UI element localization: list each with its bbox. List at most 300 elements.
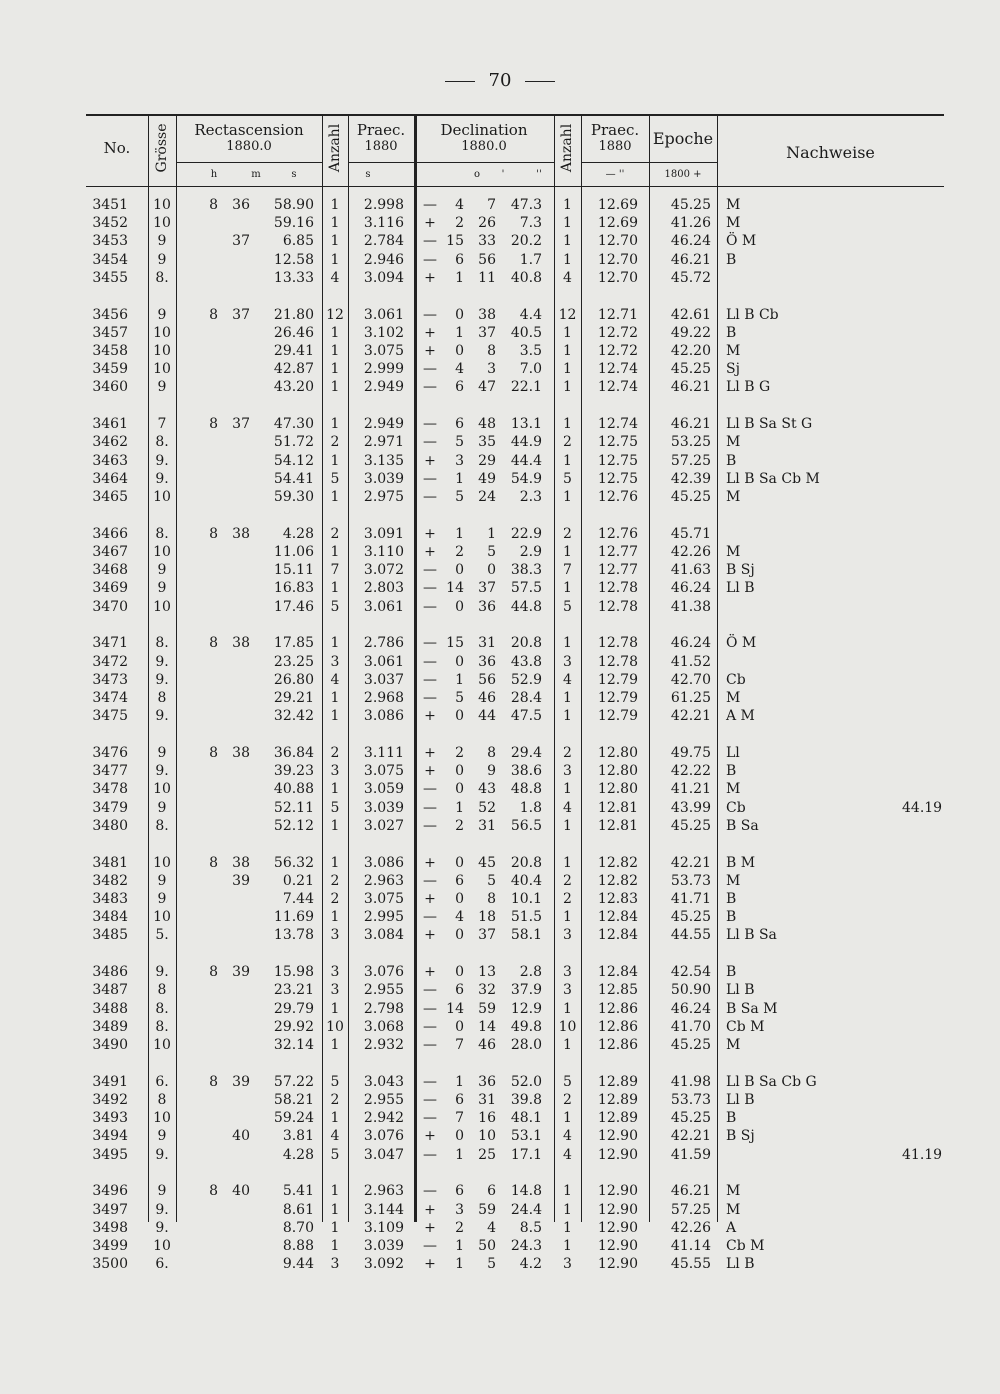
cell-references: Cb M <box>726 1018 765 1035</box>
cell-ra-seconds: 9.44 <box>282 1256 314 1273</box>
cell-star-number: 3457 <box>92 324 128 341</box>
cell-decl-precession: 12.90 <box>597 1256 638 1273</box>
cell-magnitude: 10 <box>153 324 171 341</box>
cell-decl-seconds: 4.2 <box>519 1256 542 1273</box>
cell-ra-count: 3 <box>330 763 340 780</box>
cell-magnitude: 9 <box>157 872 167 889</box>
cell-decl-seconds: 1.8 <box>519 799 542 816</box>
header-ra-unit-s: s <box>291 169 297 180</box>
cell-decl-minutes: 59 <box>478 1201 496 1218</box>
cell-decl-sign: — <box>423 1238 437 1254</box>
margin-note: 41.19 <box>902 1146 943 1163</box>
cell-decl-sign: — <box>423 470 437 487</box>
cell-magnitude: 10 <box>153 544 171 560</box>
cell-decl-minutes: 33 <box>478 233 496 250</box>
cell-ra-precession: 3.091 <box>363 525 404 542</box>
header-ra-title: Rectascension <box>194 121 304 139</box>
cell-references: Cb <box>726 799 746 816</box>
cell-decl-minutes: 29 <box>478 452 496 469</box>
cell-ra-count: 1 <box>330 708 340 725</box>
cell-decl-seconds: 58.1 <box>510 927 542 944</box>
cell-ra-precession: 3.094 <box>363 269 404 286</box>
cell-decl-precession: 12.90 <box>597 1183 638 1200</box>
cell-magnitude: 9 <box>157 580 167 597</box>
cell-ra-minutes: 39 <box>232 1073 250 1090</box>
cell-ra-count: 10 <box>326 1018 344 1035</box>
cell-star-number: 3465 <box>92 489 128 505</box>
cell-decl-sign: — <box>423 251 437 268</box>
cell-decl-degrees: 0 <box>455 854 464 871</box>
cell-decl-seconds: 14.8 <box>510 1183 542 1200</box>
cell-decl-sign: — <box>423 562 437 579</box>
table-row <box>86 707 944 725</box>
cell-decl-sign: + <box>424 763 436 780</box>
cell-star-number: 3454 <box>92 251 128 268</box>
cell-decl-count: 3 <box>563 964 572 981</box>
cell-decl-count: 3 <box>563 982 572 999</box>
cell-star-number: 3489 <box>92 1018 128 1035</box>
cell-ra-hours: 8 <box>209 1073 218 1090</box>
cell-decl-minutes: 49 <box>478 470 496 487</box>
table-row <box>86 378 944 396</box>
table-row <box>86 196 944 214</box>
cell-magnitude: 9 <box>157 306 167 323</box>
cell-epoch: 42.26 <box>670 544 711 560</box>
cell-ra-precession: 3.076 <box>363 1128 404 1145</box>
cell-decl-precession: 12.77 <box>597 562 638 579</box>
cell-epoch: 43.99 <box>670 799 711 816</box>
cell-decl-minutes: 31 <box>478 635 496 652</box>
cell-magnitude: 5. <box>155 927 169 944</box>
cell-decl-seconds: 2.3 <box>519 489 542 505</box>
cell-decl-sign: — <box>423 653 437 670</box>
cell-decl-sign: — <box>423 416 437 433</box>
cell-epoch: 46.24 <box>670 580 711 597</box>
table-row <box>86 1036 944 1054</box>
cell-star-number: 3477 <box>92 763 128 780</box>
cell-ra-seconds: 8.70 <box>282 1219 314 1236</box>
cell-decl-count: 4 <box>563 1128 572 1145</box>
cell-ra-precession: 2.975 <box>363 489 404 505</box>
cell-star-number: 3471 <box>92 635 128 652</box>
cell-magnitude: 9 <box>157 891 167 907</box>
cell-ra-seconds: 7.44 <box>282 891 314 907</box>
cell-epoch: 45.25 <box>670 909 711 926</box>
cell-decl-degrees: 6 <box>455 982 464 999</box>
cell-decl-seconds: 4.4 <box>519 306 542 323</box>
cell-ra-precession: 3.086 <box>363 708 404 725</box>
cell-decl-count: 1 <box>563 580 572 597</box>
cell-ra-count: 1 <box>330 197 340 213</box>
cell-ra-count: 3 <box>330 927 340 944</box>
cell-decl-precession: 12.70 <box>597 233 638 250</box>
table-row <box>86 653 944 671</box>
cell-ra-count: 12 <box>326 306 344 323</box>
cell-ra-seconds: 52.12 <box>273 817 314 834</box>
cell-decl-precession: 12.80 <box>597 745 638 761</box>
cell-star-number: 3499 <box>92 1238 128 1254</box>
cell-ra-count: 2 <box>330 525 340 542</box>
cell-decl-degrees: 0 <box>455 653 464 670</box>
cell-ra-precession: 2.963 <box>363 1183 404 1200</box>
cell-decl-minutes: 44 <box>478 708 496 725</box>
cell-decl-sign: + <box>424 1256 436 1273</box>
cell-references: Ll B Sa Cb G <box>726 1073 817 1090</box>
header-ra-epoch: 1880.0 <box>226 139 272 154</box>
cell-decl-degrees: 15 <box>446 635 464 652</box>
table-row <box>86 1073 944 1091</box>
cell-star-number: 3483 <box>92 891 128 907</box>
header-decl-unit-min: ' <box>501 169 505 180</box>
cell-ra-count: 1 <box>330 233 340 250</box>
cell-ra-precession: 3.076 <box>363 964 404 981</box>
cell-epoch: 45.25 <box>670 361 711 378</box>
cell-ra-seconds: 26.80 <box>273 671 314 688</box>
cell-decl-minutes: 14 <box>478 1018 496 1035</box>
cell-epoch: 45.25 <box>670 817 711 834</box>
cell-decl-sign: + <box>424 1219 436 1236</box>
cell-ra-hours: 8 <box>209 964 218 981</box>
cell-decl-sign: + <box>424 525 436 542</box>
cell-star-number: 3496 <box>92 1183 128 1200</box>
cell-magnitude: 9 <box>157 251 167 268</box>
cell-decl-count: 1 <box>563 1219 572 1236</box>
cell-decl-sign: + <box>424 1128 436 1145</box>
cell-references: M <box>726 544 741 560</box>
cell-magnitude: 10 <box>153 1110 171 1127</box>
cell-decl-count: 1 <box>563 251 572 268</box>
cell-references: Ll B G <box>726 379 771 396</box>
cell-magnitude: 10 <box>153 343 171 359</box>
cell-epoch: 49.75 <box>670 745 711 761</box>
cell-decl-degrees: 5 <box>455 690 464 706</box>
cell-decl-sign: — <box>423 1146 437 1163</box>
cell-ra-count: 1 <box>330 544 340 560</box>
cell-epoch: 50.90 <box>670 982 711 999</box>
cell-magnitude: 7 <box>157 416 167 433</box>
cell-decl-minutes: 3 <box>487 361 496 378</box>
cell-epoch: 41.38 <box>670 598 711 615</box>
cell-decl-seconds: 44.9 <box>510 434 542 451</box>
cell-magnitude: 9. <box>155 1201 169 1218</box>
cell-decl-degrees: 2 <box>455 1219 464 1236</box>
cell-ra-seconds: 8.88 <box>282 1238 314 1254</box>
cell-decl-minutes: 52 <box>478 799 496 816</box>
cell-decl-sign: + <box>424 891 436 907</box>
cell-ra-count: 1 <box>330 817 340 834</box>
cell-star-number: 3466 <box>92 525 128 542</box>
table-row <box>86 433 944 451</box>
cell-ra-minutes: 38 <box>232 745 250 761</box>
cell-decl-sign: — <box>423 233 437 250</box>
cell-epoch: 41.98 <box>670 1073 711 1090</box>
cell-star-number: 3497 <box>92 1201 128 1218</box>
cell-ra-seconds: 51.72 <box>273 434 314 451</box>
header-anzahl-ra: Anzahl <box>327 123 343 173</box>
cell-ra-count: 1 <box>330 1238 340 1254</box>
cell-ra-count: 1 <box>330 489 340 505</box>
margin-note: 44.19 <box>902 799 943 816</box>
cell-decl-degrees: 0 <box>455 562 464 579</box>
cell-ra-seconds: 15.98 <box>273 964 314 981</box>
cell-ra-count: 3 <box>330 1256 340 1273</box>
cell-ra-hours: 8 <box>209 197 218 213</box>
cell-decl-seconds: 2.8 <box>519 964 542 981</box>
cell-ra-count: 1 <box>330 343 340 359</box>
cell-decl-precession: 12.78 <box>597 635 638 652</box>
table-row <box>86 1182 944 1200</box>
cell-decl-precession: 12.78 <box>597 598 638 615</box>
cell-decl-degrees: 0 <box>455 891 464 907</box>
cell-decl-minutes: 5 <box>487 872 496 889</box>
cell-star-number: 3455 <box>92 269 128 286</box>
cell-ra-minutes: 38 <box>232 635 250 652</box>
cell-decl-degrees: 3 <box>455 452 464 469</box>
cell-magnitude: 10 <box>153 854 171 871</box>
cell-ra-minutes: 37 <box>232 233 250 250</box>
cell-decl-degrees: 2 <box>455 817 464 834</box>
cell-decl-sign: — <box>423 690 437 706</box>
table-row <box>86 543 944 561</box>
cell-ra-count: 1 <box>330 1037 340 1053</box>
cell-decl-degrees: 0 <box>455 964 464 981</box>
cell-magnitude: 9. <box>155 964 169 981</box>
cell-decl-count: 2 <box>563 525 572 542</box>
cell-decl-minutes: 37 <box>478 324 496 341</box>
cell-decl-minutes: 8 <box>487 343 496 359</box>
cell-decl-degrees: 6 <box>455 251 464 268</box>
cell-magnitude: 9. <box>155 470 169 487</box>
cell-ra-count: 4 <box>330 671 340 688</box>
cell-decl-seconds: 56.5 <box>510 817 542 834</box>
header-epoche-base: 1800 + <box>664 169 702 180</box>
cell-epoch: 41.71 <box>670 891 711 907</box>
cell-decl-seconds: 28.4 <box>510 690 542 706</box>
cell-epoch: 41.63 <box>670 562 711 579</box>
cell-epoch: 57.25 <box>670 1201 711 1218</box>
cell-star-number: 3451 <box>92 197 128 213</box>
cell-decl-count: 3 <box>563 763 572 780</box>
cell-decl-degrees: 1 <box>455 799 464 816</box>
cell-decl-precession: 12.75 <box>597 434 638 451</box>
cell-ra-count: 1 <box>330 580 340 597</box>
cell-ra-seconds: 13.33 <box>273 269 314 286</box>
cell-decl-seconds: 7.0 <box>519 361 542 378</box>
table-row <box>86 799 944 817</box>
cell-ra-precession: 2.942 <box>363 1110 404 1127</box>
cell-ra-precession: 2.955 <box>363 1092 404 1108</box>
cell-epoch: 45.72 <box>670 269 711 286</box>
cell-references: Ll B <box>726 1092 755 1108</box>
cell-decl-sign: + <box>424 544 436 560</box>
cell-ra-precession: 3.039 <box>363 799 404 816</box>
cell-magnitude: 10 <box>153 197 171 213</box>
cell-decl-precession: 12.90 <box>597 1128 638 1145</box>
cell-decl-minutes: 35 <box>478 434 496 451</box>
cell-decl-precession: 12.77 <box>597 544 638 560</box>
cell-epoch: 53.73 <box>670 872 711 889</box>
table-row <box>86 324 944 342</box>
cell-references: M <box>726 1183 741 1200</box>
cell-decl-degrees: 1 <box>455 671 464 688</box>
cell-epoch: 46.24 <box>670 233 711 250</box>
cell-epoch: 41.59 <box>670 1146 711 1163</box>
cell-decl-seconds: 8.5 <box>519 1219 542 1236</box>
cell-decl-precession: 12.90 <box>597 1146 638 1163</box>
cell-decl-count: 2 <box>563 891 572 907</box>
cell-magnitude: 8. <box>155 1000 169 1017</box>
cell-ra-seconds: 29.41 <box>273 343 314 359</box>
cell-decl-sign: — <box>423 197 437 213</box>
cell-ra-seconds: 42.87 <box>273 361 314 378</box>
cell-decl-precession: 12.89 <box>597 1110 638 1127</box>
cell-star-number: 3458 <box>92 343 128 359</box>
header-epoche: Epoche <box>652 129 714 148</box>
cell-ra-precession: 2.946 <box>363 251 404 268</box>
cell-references: A M <box>726 708 755 725</box>
cell-decl-count: 1 <box>563 1183 572 1200</box>
cell-star-number: 3490 <box>92 1037 128 1053</box>
header-ra-unit-m: m <box>251 169 261 180</box>
cell-ra-count: 5 <box>330 470 340 487</box>
cell-epoch: 46.21 <box>670 1183 711 1200</box>
cell-ra-precession: 3.039 <box>363 1238 404 1254</box>
cell-ra-seconds: 40.88 <box>273 781 314 798</box>
cell-references: B Sa <box>726 817 759 834</box>
cell-star-number: 3476 <box>92 745 128 761</box>
cell-epoch: 41.21 <box>670 781 711 798</box>
cell-decl-precession: 12.74 <box>597 379 638 396</box>
cell-decl-count: 1 <box>563 416 572 433</box>
cell-epoch: 45.25 <box>670 1110 711 1127</box>
cell-ra-precession: 3.072 <box>363 562 404 579</box>
cell-decl-degrees: 7 <box>455 1037 464 1053</box>
cell-ra-minutes: 40 <box>232 1128 250 1145</box>
cell-decl-count: 1 <box>563 544 572 560</box>
cell-epoch: 41.70 <box>670 1018 711 1035</box>
cell-decl-sign: — <box>423 799 437 816</box>
cell-ra-minutes: 39 <box>232 964 250 981</box>
cell-star-number: 3459 <box>92 361 128 378</box>
cell-ra-seconds: 59.16 <box>273 215 314 232</box>
cell-decl-degrees: 3 <box>455 1201 464 1218</box>
cell-ra-seconds: 17.46 <box>273 598 314 615</box>
table-row <box>86 762 944 780</box>
cell-decl-minutes: 16 <box>478 1110 496 1127</box>
cell-ra-precession: 2.999 <box>363 361 404 378</box>
cell-decl-degrees: 6 <box>455 1183 464 1200</box>
cell-star-number: 3462 <box>92 434 128 451</box>
cell-decl-seconds: 13.1 <box>510 416 542 433</box>
cell-ra-precession: 3.027 <box>363 817 404 834</box>
cell-decl-minutes: 43 <box>478 781 496 798</box>
cell-decl-degrees: 2 <box>455 215 464 232</box>
cell-references: B <box>726 909 737 926</box>
cell-ra-count: 1 <box>330 1183 340 1200</box>
cell-ra-count: 7 <box>330 562 340 579</box>
cell-decl-degrees: 1 <box>455 269 464 286</box>
cell-decl-degrees: 1 <box>455 324 464 341</box>
cell-star-number: 3498 <box>92 1219 128 1236</box>
cell-ra-seconds: 15.11 <box>273 562 314 579</box>
cell-ra-precession: 2.798 <box>363 1000 404 1017</box>
cell-decl-count: 2 <box>563 434 572 451</box>
cell-ra-count: 5 <box>330 1073 340 1090</box>
cell-ra-precession: 3.111 <box>363 745 404 761</box>
cell-decl-count: 1 <box>563 215 572 232</box>
cell-references: Ll B Sa <box>726 927 777 944</box>
cell-epoch: 42.21 <box>670 1128 711 1145</box>
cell-magnitude: 10 <box>153 1037 171 1053</box>
cell-decl-seconds: 47.3 <box>510 197 542 213</box>
table-row <box>86 780 944 798</box>
cell-decl-minutes: 48 <box>478 416 496 433</box>
cell-ra-seconds: 11.06 <box>273 544 314 560</box>
cell-decl-degrees: 2 <box>455 544 464 560</box>
cell-star-number: 3484 <box>92 909 128 926</box>
cell-magnitude: 8 <box>157 982 167 999</box>
cell-epoch: 41.14 <box>670 1238 711 1254</box>
table-row <box>86 579 944 597</box>
cell-decl-precession: 12.74 <box>597 416 638 433</box>
cell-decl-seconds: 24.4 <box>510 1201 542 1218</box>
cell-star-number: 3460 <box>92 379 128 396</box>
cell-decl-minutes: 25 <box>478 1146 496 1163</box>
cell-epoch: 46.21 <box>670 416 711 433</box>
table-row <box>86 251 944 269</box>
cell-epoch: 42.21 <box>670 708 711 725</box>
cell-ra-count: 1 <box>330 361 340 378</box>
cell-star-number: 3461 <box>92 416 128 433</box>
table-row <box>86 561 944 579</box>
cell-decl-count: 1 <box>563 1037 572 1053</box>
cell-ra-precession: 2.955 <box>363 982 404 999</box>
cell-epoch: 49.22 <box>670 324 711 341</box>
cell-decl-precession: 12.79 <box>597 708 638 725</box>
cell-decl-precession: 12.72 <box>597 343 638 359</box>
cell-ra-count: 3 <box>330 982 340 999</box>
cell-ra-hours: 8 <box>209 416 218 433</box>
cell-references: A <box>726 1219 737 1236</box>
cell-decl-count: 1 <box>563 343 572 359</box>
cell-references: M <box>726 1201 741 1218</box>
cell-ra-precession: 3.059 <box>363 781 404 798</box>
cell-magnitude: 9. <box>155 452 169 469</box>
cell-references: B <box>726 891 737 907</box>
cell-decl-precession: 12.72 <box>597 324 638 341</box>
cell-decl-sign: — <box>423 635 437 652</box>
cell-star-number: 3467 <box>92 544 128 560</box>
cell-decl-count: 1 <box>563 909 572 926</box>
cell-decl-sign: + <box>424 269 436 286</box>
cell-star-number: 3470 <box>92 598 128 615</box>
cell-ra-precession: 3.102 <box>363 324 404 341</box>
cell-ra-seconds: 0.21 <box>282 872 314 889</box>
cell-references: B Sa M <box>726 1000 778 1017</box>
cell-decl-minutes: 31 <box>478 1092 496 1108</box>
cell-decl-seconds: 40.8 <box>510 269 542 286</box>
cell-decl-minutes: 36 <box>478 653 496 670</box>
table-row <box>86 689 944 707</box>
cell-epoch: 45.25 <box>670 197 711 213</box>
cell-ra-precession: 3.068 <box>363 1018 404 1035</box>
cell-ra-count: 1 <box>330 781 340 798</box>
cell-decl-count: 1 <box>563 690 572 706</box>
cell-decl-seconds: 52.0 <box>510 1073 542 1090</box>
cell-decl-seconds: 48.1 <box>510 1110 542 1127</box>
cell-decl-minutes: 8 <box>487 891 496 907</box>
table-row <box>86 1146 944 1164</box>
